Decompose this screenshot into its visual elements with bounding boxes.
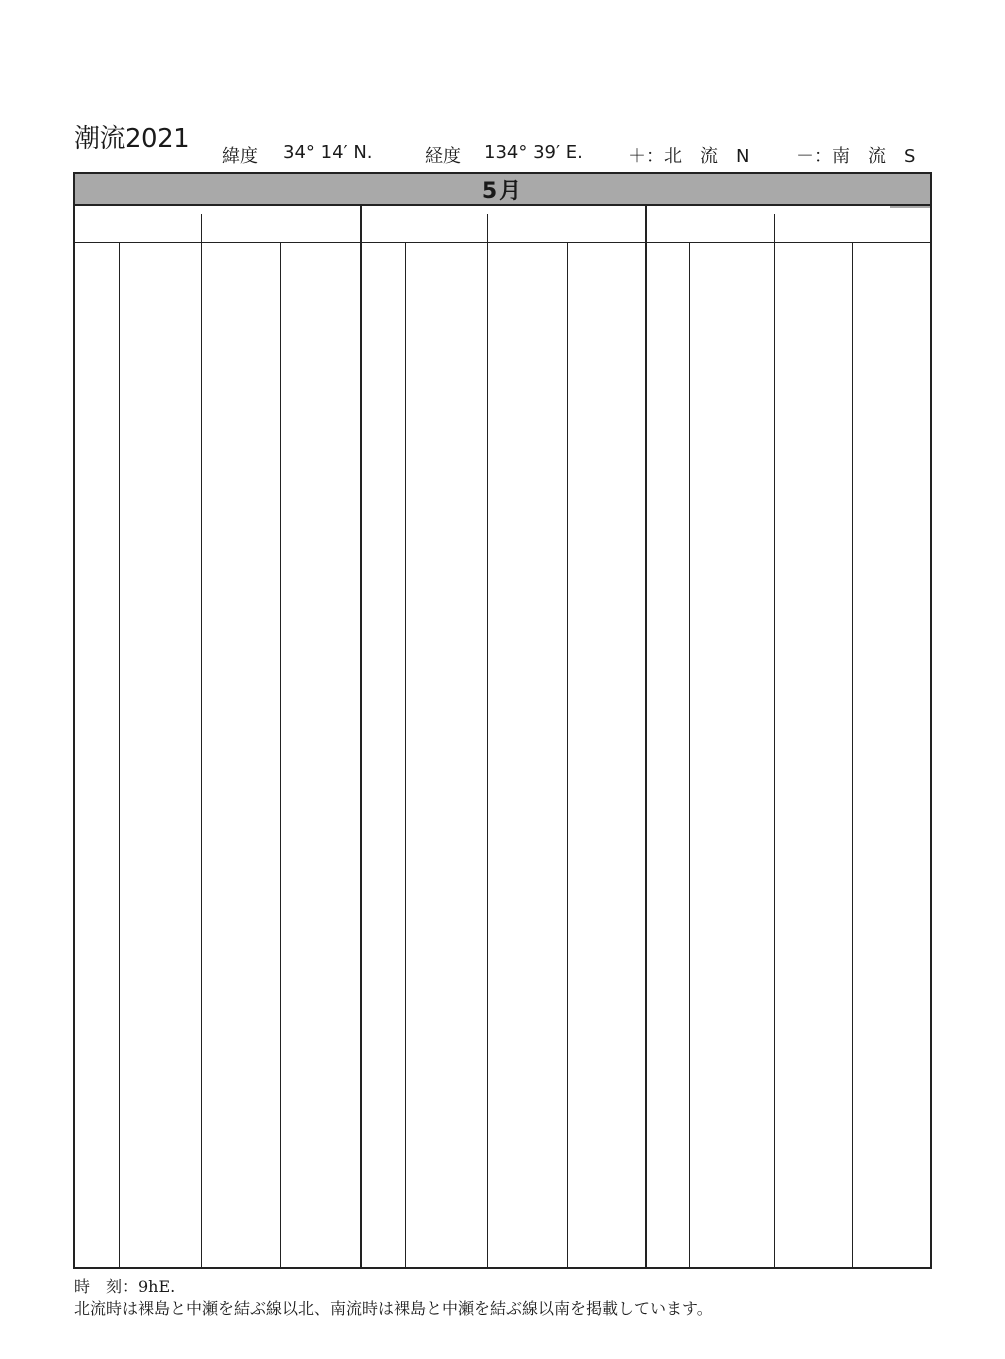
section-2-slack-max-divider: [487, 242, 488, 1267]
header-divider: [75, 242, 930, 243]
longitude-label: 経度: [425, 146, 461, 167]
section-3-max-speed-divider: [852, 242, 853, 1267]
section-1-max-speed-divider: [280, 242, 281, 1267]
section-3-left-border: [645, 206, 647, 1267]
month-heading: 5月: [75, 174, 930, 206]
latitude-value: 34° 14′ N.: [283, 142, 373, 163]
latitude-label: 緯度: [222, 146, 258, 167]
tide-table: [73, 172, 932, 1269]
section-1-daycol-divider: [119, 242, 120, 1267]
north-flow-legend: ＋：北 流 N: [628, 146, 750, 167]
page-title: 潮流2021: [74, 124, 190, 154]
section-2-left-border: [360, 206, 362, 1267]
section-1-header-split: [201, 214, 202, 242]
section-3-slack-max-divider: [774, 242, 775, 1267]
section-2-max-speed-divider: [567, 242, 568, 1267]
subheader-divider: [75, 226, 930, 227]
time-zone-note: 時 刻：9hE.: [74, 1277, 176, 1296]
section-1-slack-max-divider: [201, 242, 202, 1267]
south-flow-legend: －：南 流 S: [796, 146, 916, 167]
longitude-value: 134° 39′ E.: [484, 142, 583, 163]
section-3-header-split: [774, 214, 775, 242]
section-3-daycol-divider: [689, 242, 690, 1267]
area-note: 北流時は裸島と中瀬を結ぶ線以北、南流時は裸島と中瀬を結ぶ線以南を掲載しています。: [74, 1299, 713, 1318]
section-2-daycol-divider: [405, 242, 406, 1267]
section-2-header-split: [487, 214, 488, 242]
